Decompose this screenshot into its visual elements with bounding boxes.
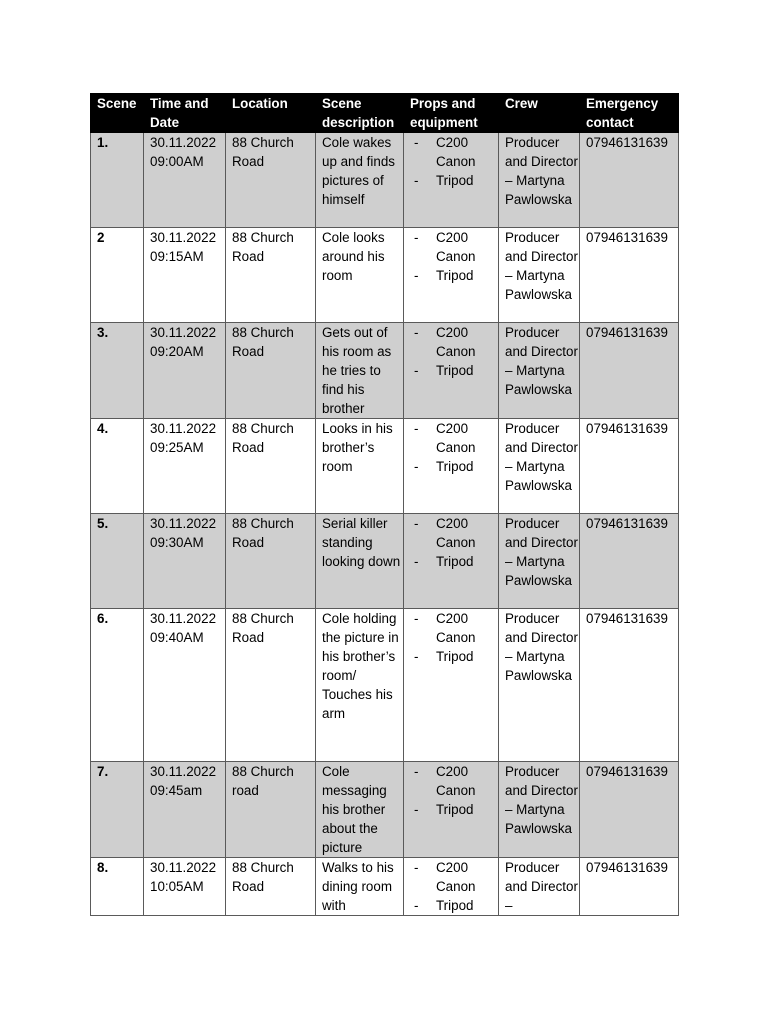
props-list	[410, 762, 498, 819]
header-time-date-label: Time and Date	[150, 96, 209, 130]
cell-props	[404, 762, 499, 858]
header-description	[316, 94, 404, 133]
dash-bullet-icon: -	[414, 325, 419, 340]
cell-description	[316, 762, 404, 858]
table-body	[91, 133, 679, 916]
scene-location: 88 Church Road	[232, 421, 294, 455]
props-list-item	[410, 552, 498, 571]
scene-date: 30.11.2022	[150, 764, 217, 779]
header-scene: Scene	[91, 94, 144, 133]
table-row	[91, 419, 679, 514]
cell-time-date	[144, 323, 226, 419]
dash-bullet-icon: -	[414, 649, 419, 664]
props-list-item	[410, 266, 498, 285]
props-list-item	[410, 457, 498, 476]
table-row	[91, 228, 679, 323]
cell-crew	[499, 133, 580, 228]
scene-crew: Producer and Director – Martyna Pawlowska	[505, 325, 578, 397]
cell-emergency	[580, 323, 679, 419]
scene-date: 30.11.2022	[150, 325, 217, 340]
prop-item-text: Tripod	[436, 554, 474, 569]
scene-date: 30.11.2022	[150, 421, 217, 436]
props-list	[410, 133, 498, 190]
cell-location	[226, 762, 316, 858]
dash-bullet-icon: -	[414, 611, 419, 626]
scene-crew: Producer and Director – Martyna Pawlowska	[505, 516, 578, 588]
table-row	[91, 762, 679, 858]
cell-scene	[91, 323, 144, 419]
cell-time-date	[144, 133, 226, 228]
scene-crew: Producer and Director – Martyna Pawlowska	[505, 230, 578, 302]
scene-number: 3.	[97, 325, 109, 340]
cell-props	[404, 858, 499, 916]
scene-number: 7.	[97, 764, 109, 779]
emergency-phone: 07946131639	[586, 325, 668, 340]
scene-time: 09:00AM	[150, 154, 204, 169]
cell-location	[226, 228, 316, 323]
scene-location: 88 Church Road	[232, 860, 294, 894]
prop-item-text: C200 Canon	[436, 230, 476, 264]
scene-description: Cole messaging his brother about the picture	[322, 764, 387, 855]
emergency-phone: 07946131639	[586, 516, 668, 531]
props-list-item	[410, 762, 498, 800]
prop-item-text: C200 Canon	[436, 516, 476, 550]
header-props-label: Props and equipment	[410, 96, 478, 130]
scene-number: 5.	[97, 516, 109, 531]
dash-bullet-icon: -	[414, 173, 419, 188]
prop-item-text: C200 Canon	[436, 764, 476, 798]
cell-crew	[499, 228, 580, 323]
dash-bullet-icon: -	[414, 268, 419, 283]
dash-bullet-icon: -	[414, 516, 419, 531]
scene-description: Gets out of his room as he tries to find his brother	[322, 325, 392, 416]
cell-crew	[499, 514, 580, 609]
cell-time-date	[144, 419, 226, 514]
prop-item-text: Tripod	[436, 363, 474, 378]
scene-date: 30.11.2022	[150, 230, 217, 245]
header-location: Location	[226, 94, 316, 133]
scene-number: 2	[97, 230, 105, 245]
cell-time-date	[144, 762, 226, 858]
cell-location	[226, 323, 316, 419]
dash-bullet-icon: -	[414, 898, 419, 913]
table-row	[91, 858, 679, 916]
table-row	[91, 609, 679, 762]
props-list-item	[410, 228, 498, 266]
dash-bullet-icon: -	[414, 802, 419, 817]
scene-number: 8.	[97, 860, 109, 875]
props-list-item	[410, 800, 498, 819]
prop-item-text: Tripod	[436, 802, 474, 817]
prop-item-text: Tripod	[436, 898, 474, 913]
scene-date: 30.11.2022	[150, 611, 217, 626]
scene-crew: Producer and Director – Martyna Pawlowska	[505, 421, 578, 493]
scene-description: Serial killer standing looking down	[322, 516, 401, 569]
dash-bullet-icon: -	[414, 230, 419, 245]
scene-number: 4.	[97, 421, 109, 436]
scene-location: 88 Church Road	[232, 611, 294, 645]
cell-description	[316, 323, 404, 419]
prop-item-text: Tripod	[436, 268, 474, 283]
header-emergency	[580, 94, 679, 133]
shooting-schedule-table	[90, 93, 679, 916]
emergency-phone: 07946131639	[586, 860, 668, 875]
cell-location	[226, 609, 316, 762]
prop-item-text: C200 Canon	[436, 860, 476, 894]
cell-time-date	[144, 514, 226, 609]
prop-item-text: C200 Canon	[436, 421, 476, 455]
props-list	[410, 858, 498, 915]
cell-crew	[499, 858, 580, 916]
cell-time-date	[144, 858, 226, 916]
cell-scene	[91, 514, 144, 609]
prop-item-text: Tripod	[436, 459, 474, 474]
props-list	[410, 323, 498, 380]
prop-item-text: C200 Canon	[436, 135, 476, 169]
cell-location	[226, 514, 316, 609]
cell-location	[226, 419, 316, 514]
props-list-item	[410, 647, 498, 666]
cell-location	[226, 133, 316, 228]
emergency-phone: 07946131639	[586, 764, 668, 779]
cell-emergency	[580, 762, 679, 858]
cell-props	[404, 133, 499, 228]
cell-crew	[499, 609, 580, 762]
props-list-item	[410, 323, 498, 361]
scene-description: Cole holding the picture in his brother’s room/ Touches his arm	[322, 611, 399, 721]
emergency-phone: 07946131639	[586, 611, 668, 626]
scene-crew: Producer and Director – Martyna Pawlowska	[505, 611, 578, 683]
cell-emergency	[580, 228, 679, 323]
table-row	[91, 133, 679, 228]
cell-crew	[499, 323, 580, 419]
props-list-item	[410, 609, 498, 647]
dash-bullet-icon: -	[414, 363, 419, 378]
props-list-item	[410, 133, 498, 171]
cell-props	[404, 323, 499, 419]
header-emergency-label: Emergency contact	[586, 96, 659, 130]
cell-props	[404, 609, 499, 762]
cell-emergency	[580, 133, 679, 228]
prop-item-text: C200 Canon	[436, 325, 476, 359]
scene-time: 09:30AM	[150, 535, 204, 550]
scene-crew: Producer and Director – Martyna Pawlowska	[505, 764, 578, 836]
cell-scene	[91, 609, 144, 762]
cell-props	[404, 419, 499, 514]
cell-crew	[499, 762, 580, 858]
cell-props	[404, 514, 499, 609]
scene-time: 09:40AM	[150, 630, 204, 645]
cell-emergency	[580, 514, 679, 609]
cell-scene	[91, 858, 144, 916]
cell-crew	[499, 419, 580, 514]
scene-date: 30.11.2022	[150, 860, 217, 875]
props-list-item	[410, 419, 498, 457]
header-props	[404, 94, 499, 133]
cell-scene	[91, 133, 144, 228]
cell-description	[316, 609, 404, 762]
scene-crew: Producer and Director – Martyna Pawlowska	[505, 135, 578, 207]
props-list-item	[410, 171, 498, 190]
cell-scene	[91, 762, 144, 858]
dash-bullet-icon: -	[414, 860, 419, 875]
cell-emergency	[580, 858, 679, 916]
dash-bullet-icon: -	[414, 764, 419, 779]
scene-location: 88 Church Road	[232, 230, 294, 264]
cell-props	[404, 228, 499, 323]
scene-time: 09:20AM	[150, 344, 204, 359]
dash-bullet-icon: -	[414, 554, 419, 569]
scene-time: 09:25AM	[150, 440, 204, 455]
cell-description	[316, 858, 404, 916]
props-list-item	[410, 896, 498, 915]
cell-emergency	[580, 419, 679, 514]
prop-item-text: Tripod	[436, 649, 474, 664]
props-list	[410, 514, 498, 571]
props-list	[410, 228, 498, 285]
cell-time-date	[144, 228, 226, 323]
props-list-item	[410, 361, 498, 380]
cell-description	[316, 133, 404, 228]
scene-location: 88 Church Road	[232, 325, 294, 359]
scene-time: 10:05AM	[150, 879, 204, 894]
table-row	[91, 514, 679, 609]
props-list-item	[410, 514, 498, 552]
dash-bullet-icon: -	[414, 459, 419, 474]
table-row	[91, 323, 679, 419]
cell-scene	[91, 228, 144, 323]
cell-scene	[91, 419, 144, 514]
scene-location: 88 Church Road	[232, 135, 294, 169]
dash-bullet-icon: -	[414, 421, 419, 436]
scene-time: 09:45am	[150, 783, 203, 798]
scene-crew: Producer and Director –	[505, 860, 578, 913]
dash-bullet-icon: -	[414, 135, 419, 150]
scene-description: Walks to his dining room with	[322, 860, 394, 913]
cell-location	[226, 858, 316, 916]
cell-time-date	[144, 609, 226, 762]
emergency-phone: 07946131639	[586, 230, 668, 245]
props-list	[410, 609, 498, 666]
scene-location: 88 Church Road	[232, 516, 294, 550]
scene-number: 1.	[97, 135, 109, 150]
prop-item-text: Tripod	[436, 173, 474, 188]
cell-description	[316, 228, 404, 323]
header-time-date	[144, 94, 226, 133]
scene-description: Cole wakes up and finds pictures of himself	[322, 135, 395, 207]
header-crew: Crew	[499, 94, 580, 133]
scene-number: 6.	[97, 611, 109, 626]
cell-emergency	[580, 609, 679, 762]
table-header-row	[91, 94, 679, 133]
scene-date: 30.11.2022	[150, 516, 217, 531]
cell-description	[316, 514, 404, 609]
emergency-phone: 07946131639	[586, 421, 668, 436]
prop-item-text: C200 Canon	[436, 611, 476, 645]
cell-description	[316, 419, 404, 514]
scene-description: Looks in his brother’s room	[322, 421, 393, 474]
scene-time: 09:15AM	[150, 249, 204, 264]
props-list	[410, 419, 498, 476]
scene-location: 88 Church road	[232, 764, 294, 798]
header-description-label: Scene description	[322, 96, 395, 130]
scene-date: 30.11.2022	[150, 135, 217, 150]
scene-description: Cole looks around his room	[322, 230, 385, 283]
emergency-phone: 07946131639	[586, 135, 668, 150]
props-list-item	[410, 858, 498, 896]
